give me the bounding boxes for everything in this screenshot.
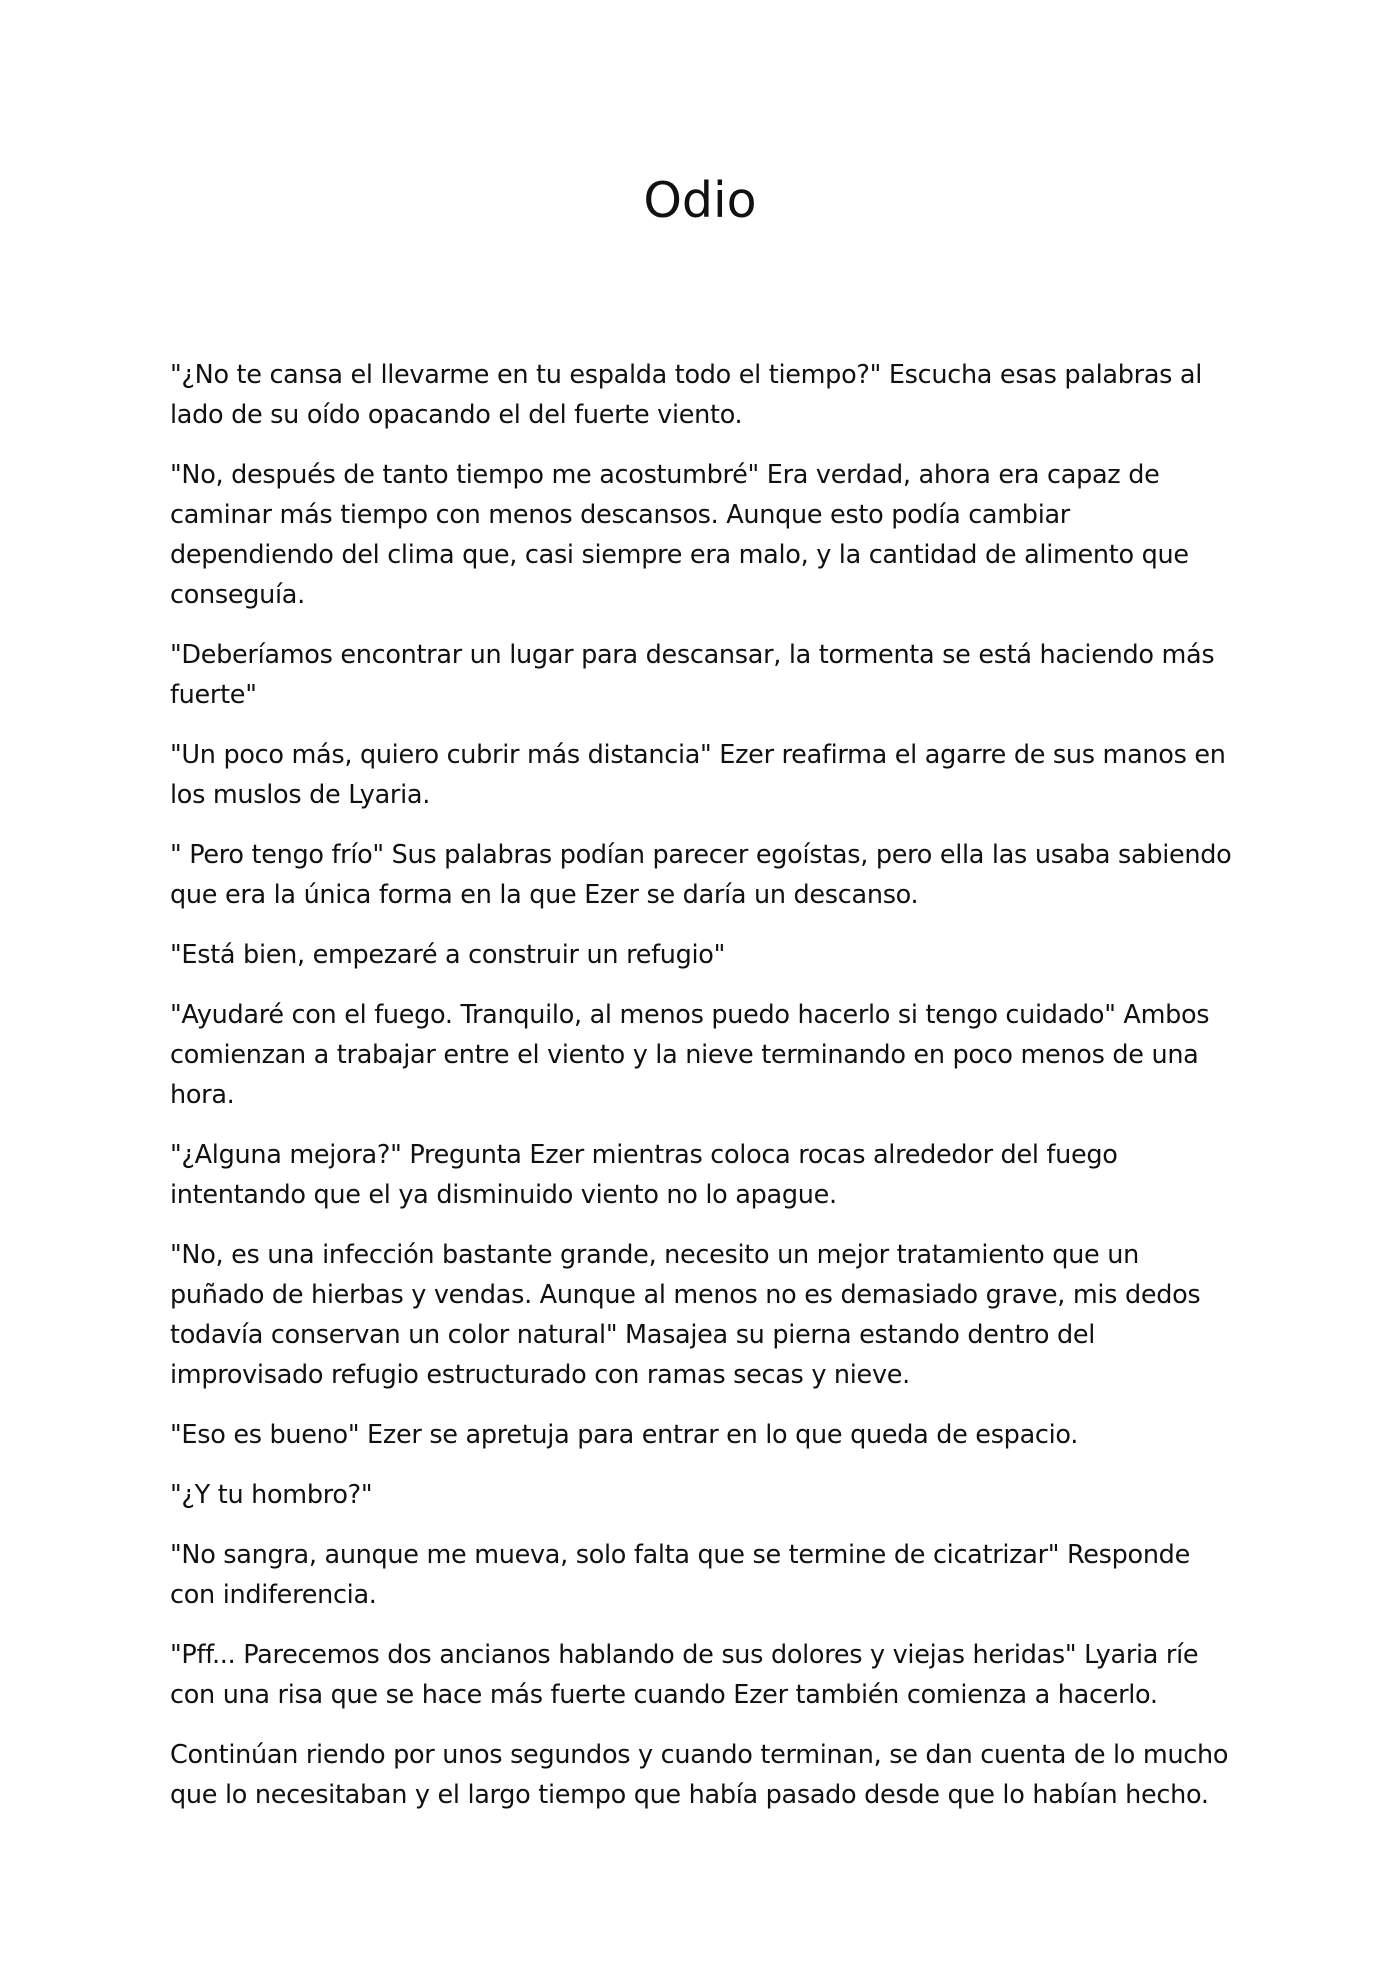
paragraph: "¿Alguna mejora?" Pregunta Ezer mientras coloca rocas alrededor del fuego intentando que el ya disminuido viento no lo apague. [170,1140,1118,1210]
paragraph: "No, después de tanto tiempo me acostumbré" Era verdad, ahora era capaz de caminar más tiempo con menos descansos. Aunque esto podía cambiar dependiendo del clima que, casi siempre era malo, y la cantidad de alimento que conseguía. [170,460,1189,610]
paragraph: "¿No te cansa el llevarme en tu espalda todo el tiempo?" Escucha esas palabras al lado de su oído opacando el del fuerte viento. [170,360,1203,430]
paragraph: Continúan riendo por unos segundos y cuando terminan, se dan cuenta de lo mucho que lo necesitaban y el largo tiempo que había pasado desde que lo habían hecho. [170,1740,1229,1810]
document-title: Odio [643,172,757,229]
paragraph: " Pero tengo frío" Sus palabras podían parecer egoístas, pero ella las usaba sabiendo que era la única forma en la que Ezer se daría un descanso. [170,840,1232,910]
paragraph: "Un poco más, quiero cubrir más distancia" Ezer reafirma el agarre de sus manos en los muslos de Lyaria. [170,740,1226,810]
paragraph: "Deberíamos encontrar un lugar para descansar, la tormenta se está haciendo más fuerte" [170,640,1215,710]
paragraph: "Está bien, empezaré a construir un refugio" [170,940,726,970]
paragraph: "No sangra, aunque me mueva, solo falta que se termine de cicatrizar" Responde con indiferencia. [170,1540,1190,1610]
paragraph: "No, es una infección bastante grande, necesito un mejor tratamiento que un puñado de hierbas y vendas. Aunque al menos no es demasiado grave, mis dedos todavía conservan un color natural" Masajea su pierna estando dentro del improvisado refugio estructurado con ramas secas y nieve. [170,1240,1201,1390]
paragraph: "¿Y tu hombro?" [170,1480,373,1510]
document-body [170,355,1240,1835]
paragraph: "Pff... Parecemos dos ancianos hablando de sus dolores y viejas heridas" Lyaria ríe con una risa que se hace más fuerte cuando Ezer también comienza a hacerlo. [170,1640,1199,1710]
paragraph: "Ayudaré con el fuego. Tranquilo, al menos puedo hacerlo si tengo cuidado" Ambos comienzan a trabajar entre el viento y la nieve terminando en poco menos de una hora. [170,1000,1210,1110]
paragraph: "Eso es bueno" Ezer se apretuja para entrar en lo que queda de espacio. [170,1420,1079,1450]
